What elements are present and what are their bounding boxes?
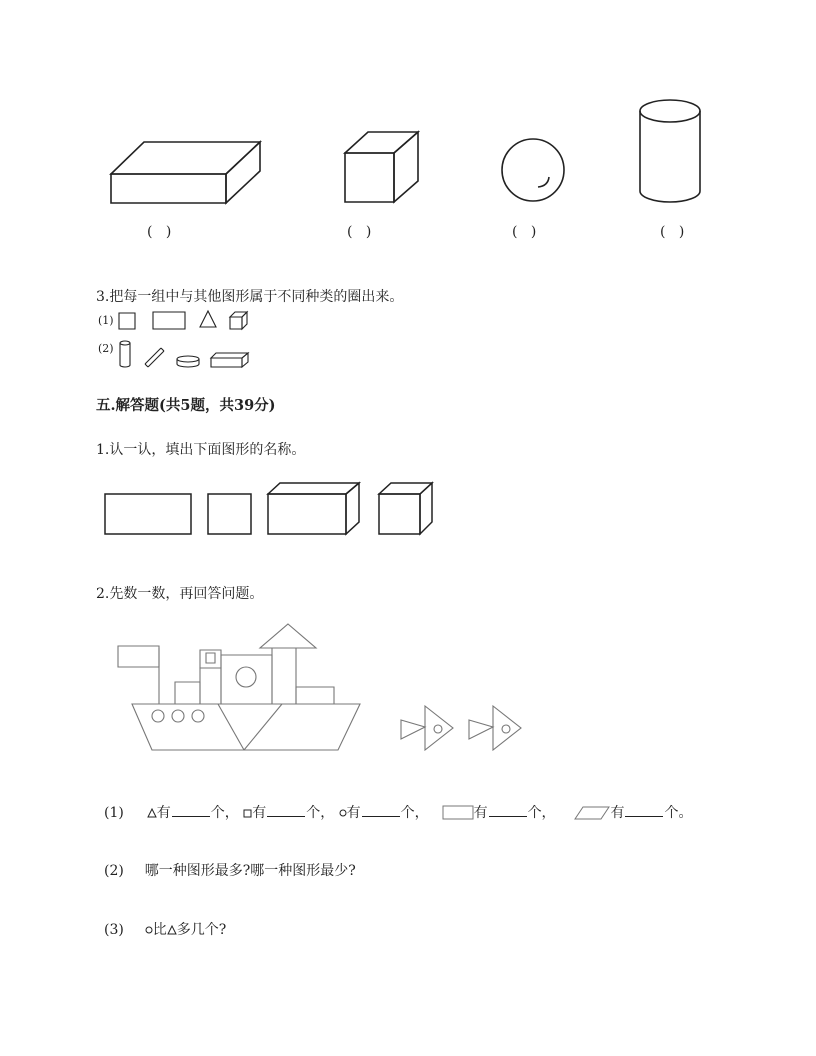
parallelogram-icon (574, 805, 610, 821)
group-2-shapes (116, 338, 254, 370)
subquestion-1-text-4: 个， (306, 805, 335, 821)
group-1-label: (1) (98, 314, 114, 327)
question-3-title: 3.把每一组中与其他图形属于不同种类的圈出来。 (96, 289, 404, 305)
rectangle-icon (442, 805, 474, 821)
answer-paren-3: ( ) (512, 224, 537, 240)
cuboid-icon (211, 353, 248, 367)
subquestion-2-number: (2) (104, 863, 124, 879)
answer-paren-1: ( ) (147, 224, 172, 240)
square-icon (243, 809, 252, 818)
circle-icon (145, 926, 153, 934)
square-icon (119, 313, 135, 329)
stick-icon (145, 348, 164, 367)
subquestion-1-text-5: 有 (346, 805, 361, 821)
disc-icon (177, 356, 199, 367)
problem-1-title: 1.认一认，填出下面图形的名称。 (96, 442, 306, 458)
rectangle-icon (153, 312, 185, 329)
answer-paren-2: ( ) (347, 224, 372, 240)
answer-blank-triangle[interactable] (172, 804, 210, 817)
subquestion-3 (104, 919, 226, 939)
subquestion-2 (104, 860, 356, 880)
boat-figure (112, 618, 364, 754)
cube-figure (342, 129, 422, 205)
cube-icon (230, 312, 247, 329)
sphere-figure (498, 137, 568, 203)
problem-1-shapes (103, 480, 437, 538)
subquestion-1-number: (1) (104, 805, 124, 821)
group-2-label: (2) (98, 342, 114, 355)
subquestion-1-text-2: 个， (210, 805, 239, 821)
answer-paren-4: ( ) (660, 224, 685, 240)
subquestion-3-text-1: 比 (152, 922, 167, 938)
square-figure (208, 494, 251, 534)
cuboid-figure (268, 483, 359, 534)
cylinder-icon (120, 341, 130, 367)
cuboid-flat-figure (108, 138, 264, 206)
problem-2-title: 2.先数一数，再回答问题。 (96, 586, 264, 602)
group-1-shapes (118, 309, 252, 331)
triangle-icon (167, 925, 177, 935)
subquestion-1-text-7: 有 (473, 805, 488, 821)
triangle-icon (147, 808, 157, 818)
answer-blank-circle[interactable] (362, 804, 400, 817)
section-5-heading: 五.解答题(共5题，共39分) (96, 397, 276, 414)
answer-blank-parallelogram[interactable] (625, 804, 663, 817)
subquestion-1-text-10: 个。 (664, 805, 693, 821)
rectangle-figure (105, 494, 191, 534)
subquestion-1-text-8: 个， (527, 805, 556, 821)
subquestion-1-text-1: 有 (156, 805, 171, 821)
fish-figure-2 (466, 703, 524, 753)
subquestion-1-text-9: 有 (610, 805, 625, 821)
fish-figure-1 (398, 703, 456, 753)
answer-blank-square[interactable] (267, 804, 305, 817)
cube-figure-small (379, 483, 432, 534)
subquestion-3-text-2: 多几个? (176, 922, 227, 938)
circle-icon (339, 809, 347, 817)
subquestion-3-number: (3) (104, 922, 124, 938)
subquestion-1-text-3: 有 (252, 805, 267, 821)
subquestion-1-text-6: 个， (400, 805, 429, 821)
triangle-icon (200, 311, 216, 327)
cylinder-figure (636, 98, 704, 204)
subquestion-1 (104, 802, 692, 822)
answer-blank-rectangle[interactable] (489, 804, 527, 817)
subquestion-2-text: 哪一种图形最多?哪一种图形最少? (144, 863, 356, 879)
